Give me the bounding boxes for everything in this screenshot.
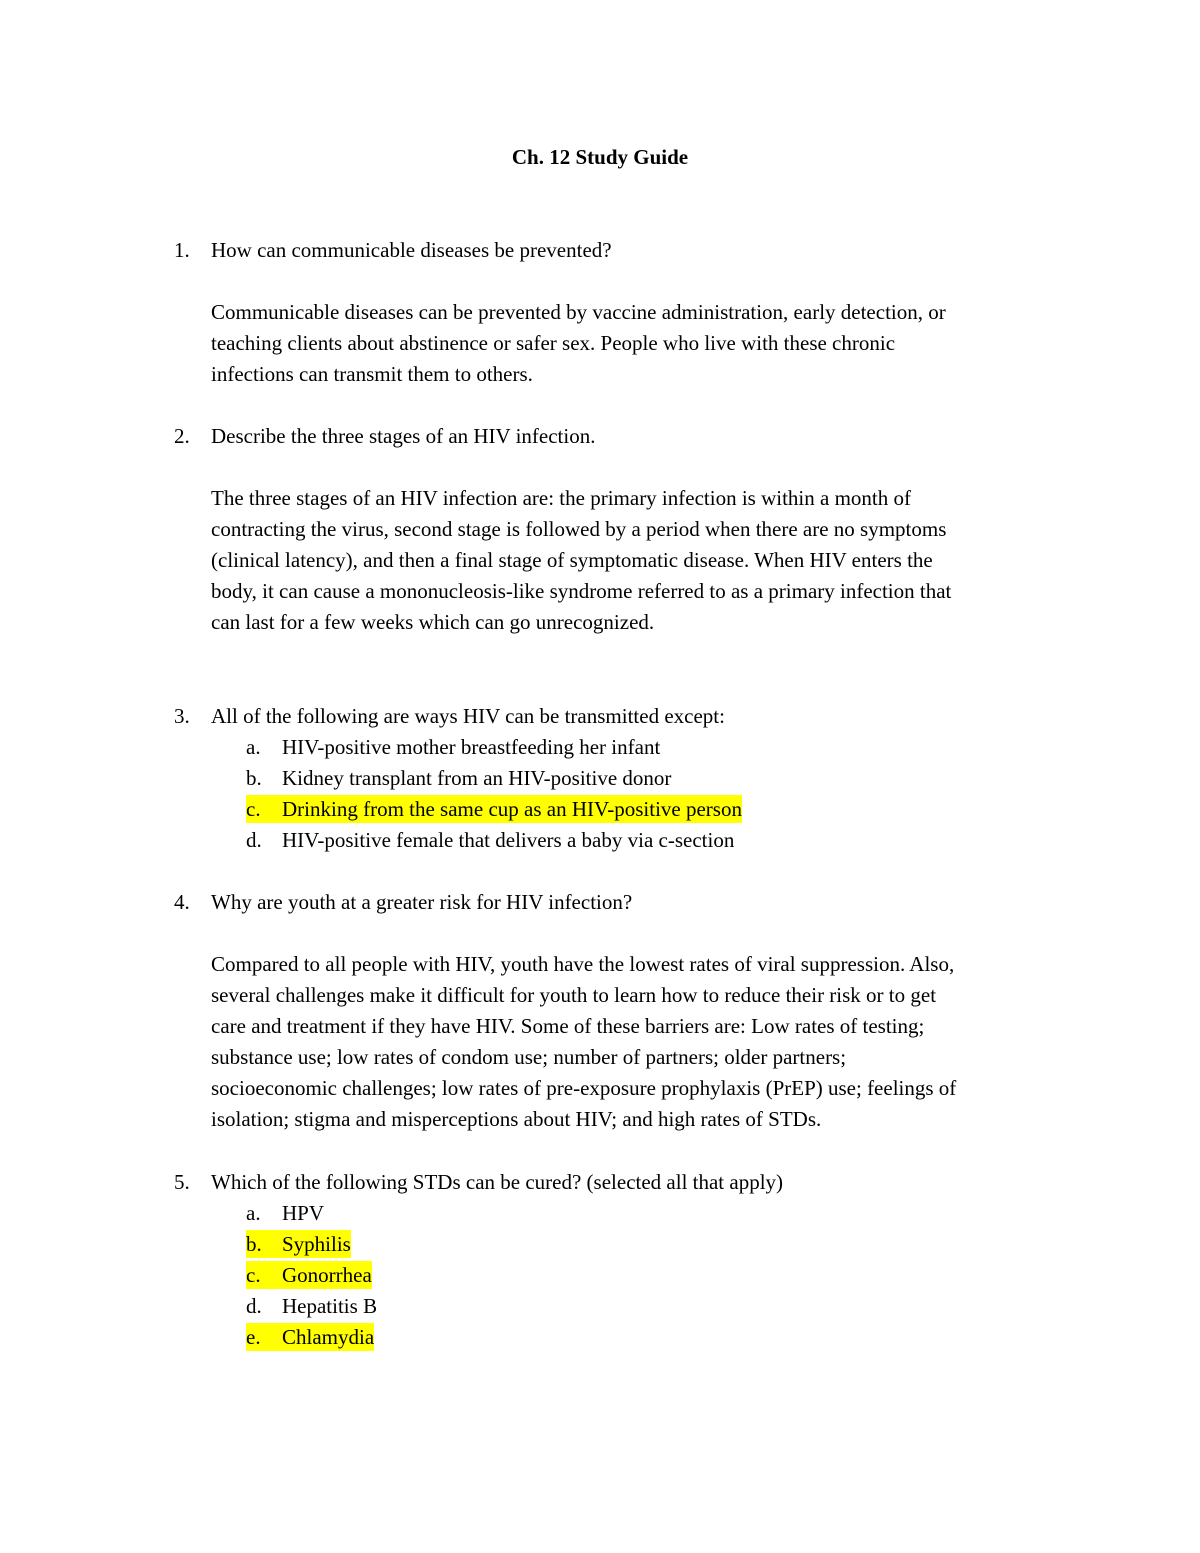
answer-2-line-1: The three stages of an HIV infection are: the primary infection is within a month of xyxy=(211,486,911,510)
option-text: Kidney transplant from an HIV-positive donor xyxy=(282,766,672,790)
answer-2-line-2: contracting the virus, second stage is followed by a period when there are no symptoms xyxy=(211,517,947,541)
option-text: Drinking from the same cup as an HIV-positive person xyxy=(282,797,742,821)
page-title: Ch. 12 Study Guide xyxy=(511,145,689,169)
option-text: Chlamydia xyxy=(282,1325,375,1349)
question-2-text: Describe the three stages of an HIV infection. xyxy=(211,424,596,448)
question-4-number: 4. xyxy=(174,890,190,914)
answer-4-line-2: several challenges make it difficult for youth to learn how to reduce their risk or to get xyxy=(211,983,937,1007)
answer-1-line-1: Communicable diseases can be prevented by vaccine administration, early detection, or xyxy=(211,300,946,324)
answer-4-line-1: Compared to all people with HIV, youth have the lowest rates of viral suppression. Also, xyxy=(211,952,955,976)
question-4-text: Why are youth at a greater risk for HIV infection? xyxy=(211,890,633,914)
question-5-option-a xyxy=(246,1199,324,1227)
option-text: HIV-positive mother breastfeeding her infant xyxy=(282,735,661,759)
option-letter: c. xyxy=(246,797,261,821)
option-text: HIV-positive female that delivers a baby via c-section xyxy=(282,828,735,852)
question-1-text: How can communicable diseases be prevented? xyxy=(211,238,612,262)
question-3-option-b xyxy=(246,764,671,792)
question-5-option-c-highlighted xyxy=(246,1261,372,1289)
question-5-number: 5. xyxy=(174,1170,190,1194)
option-text: Syphilis xyxy=(282,1232,351,1256)
question-3-number: 3. xyxy=(174,704,190,728)
option-letter: d. xyxy=(246,1294,262,1318)
option-letter: a. xyxy=(246,1201,261,1225)
option-letter: b. xyxy=(246,1232,262,1256)
answer-4-line-4: substance use; low rates of condom use; number of partners; older partners; xyxy=(211,1045,847,1069)
option-letter: d. xyxy=(246,828,262,852)
question-3-option-a xyxy=(246,733,660,761)
option-text: Hepatitis B xyxy=(282,1294,378,1318)
question-3-option-c-highlighted xyxy=(246,795,742,823)
option-letter: b. xyxy=(246,766,262,790)
question-2-number: 2. xyxy=(174,424,190,448)
question-5-text: Which of the following STDs can be cured? (selected all that apply) xyxy=(211,1170,784,1194)
question-3-option-d xyxy=(246,826,734,854)
question-3-text: All of the following are ways HIV can be transmitted except: xyxy=(211,704,725,728)
option-letter: e. xyxy=(246,1325,261,1349)
answer-4-line-5: socioeconomic challenges; low rates of pre-exposure prophylaxis (PrEP) use; feelings of xyxy=(211,1076,957,1100)
answer-2-line-4: body, it can cause a mononucleosis-like syndrome referred to as a primary infection that xyxy=(211,579,952,603)
option-letter: a. xyxy=(246,735,261,759)
question-5-option-b-highlighted xyxy=(246,1230,351,1258)
option-text: Gonorrhea xyxy=(282,1263,372,1287)
answer-4-line-3: care and treatment if they have HIV. Some of these barriers are: Low rates of testing; xyxy=(211,1014,925,1038)
option-text: HPV xyxy=(282,1201,325,1225)
question-5-option-d xyxy=(246,1292,377,1320)
question-1-number: 1. xyxy=(174,238,190,262)
answer-2-line-5: can last for a few weeks which can go unrecognized. xyxy=(211,610,655,634)
answer-4-line-6: isolation; stigma and misperceptions about HIV; and high rates of STDs. xyxy=(211,1107,822,1131)
answer-2-line-3: (clinical latency), and then a final stage of symptomatic disease. When HIV enters the xyxy=(211,548,933,572)
option-letter: c. xyxy=(246,1263,261,1287)
answer-1-line-2: teaching clients about abstinence or safer sex. People who live with these chronic xyxy=(211,331,896,355)
answer-1-line-3: infections can transmit them to others. xyxy=(211,362,533,386)
question-5-option-e-highlighted xyxy=(246,1323,374,1351)
